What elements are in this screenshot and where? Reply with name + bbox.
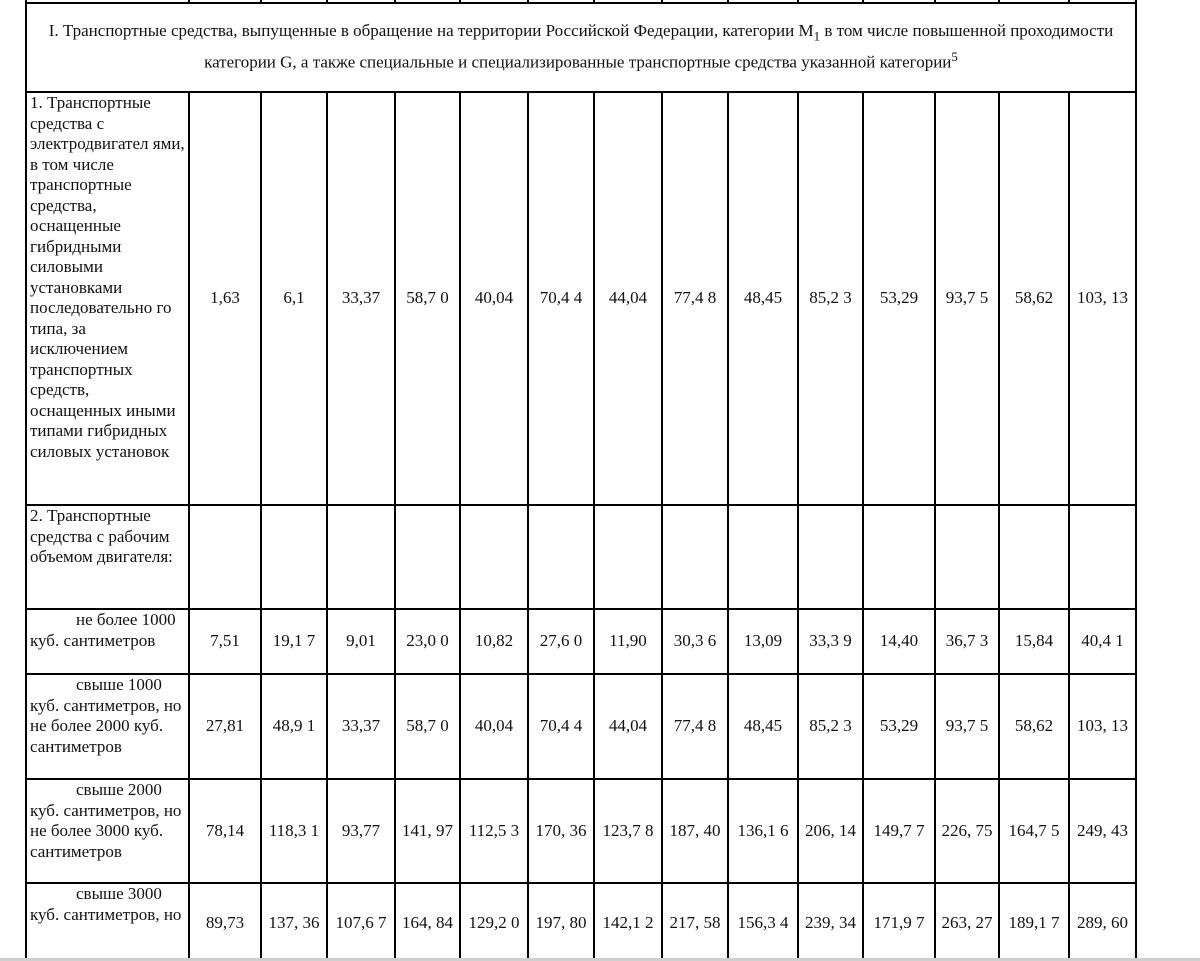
value-cell — [189, 505, 261, 609]
value-cell: 33,37 — [327, 674, 395, 779]
row-label-text: свыше 3000 куб. сантиметров, но — [30, 884, 182, 924]
value-cell — [395, 505, 460, 609]
value-cell: 156,3 4 — [728, 883, 798, 961]
value-cell: 85,2 3 — [798, 674, 863, 779]
value-cell: 58,62 — [999, 92, 1069, 505]
value-cell: 6,1 — [261, 92, 327, 505]
value-cell: 85,2 3 — [798, 92, 863, 505]
section-title-part-1: I. Транспортные средства, выпущенные в обращение на территории Российской Федерации, категории M — [48, 21, 814, 41]
value-cell: 89,73 — [189, 883, 261, 961]
row-label — [26, 609, 189, 674]
value-cell: 9,01 — [327, 609, 395, 674]
value-cell: 23,0 0 — [395, 609, 460, 674]
row-label-text: не более 1000 куб. сантиметров — [30, 610, 176, 650]
value-cell: 263, 27 — [935, 883, 999, 961]
value-cell: 112,5 3 — [460, 779, 528, 883]
section-heading-row — [26, 3, 1136, 92]
value-cell: 53,29 — [863, 674, 935, 779]
value-cell: 13,09 — [728, 609, 798, 674]
value-cell: 48,45 — [728, 674, 798, 779]
value-cell — [460, 505, 528, 609]
value-cell: 149,7 7 — [863, 779, 935, 883]
table-row — [26, 92, 1136, 505]
value-cell: 93,7 5 — [935, 674, 999, 779]
value-cell: 103, 13 — [1069, 92, 1136, 505]
value-cell: 77,4 8 — [662, 674, 728, 779]
row-label — [26, 883, 189, 961]
value-cell — [261, 505, 327, 609]
value-cell: 107,6 7 — [327, 883, 395, 961]
value-cell: 27,81 — [189, 674, 261, 779]
value-cell: 189,1 7 — [999, 883, 1069, 961]
value-cell: 1,63 — [189, 92, 261, 505]
table-row — [26, 674, 1136, 779]
value-cell — [798, 505, 863, 609]
value-cell: 7,51 — [189, 609, 261, 674]
section-heading — [26, 3, 1136, 92]
value-cell: 187, 40 — [662, 779, 728, 883]
tax-rate-table — [25, 0, 1137, 961]
value-cell: 27,6 0 — [528, 609, 594, 674]
value-cell: 53,29 — [863, 92, 935, 505]
value-cell: 170, 36 — [528, 779, 594, 883]
value-cell: 123,7 8 — [594, 779, 662, 883]
value-cell: 217, 58 — [662, 883, 728, 961]
value-cell — [327, 505, 395, 609]
value-cell: 129,2 0 — [460, 883, 528, 961]
value-cell: 10,82 — [460, 609, 528, 674]
value-cell: 226, 75 — [935, 779, 999, 883]
value-cell: 70,4 4 — [528, 674, 594, 779]
value-cell: 48,9 1 — [261, 674, 327, 779]
value-cell: 36,7 3 — [935, 609, 999, 674]
value-cell: 15,84 — [999, 609, 1069, 674]
row-label: 2. Транспортные средства с рабочим объемом двигателя: — [26, 505, 189, 609]
value-cell: 48,45 — [728, 92, 798, 505]
section-title-part-2: в том числе повышенной проходимости категории G, а также специальные и специализированные транспортные средства указанной категории — [204, 21, 1114, 73]
value-cell: 33,37 — [327, 92, 395, 505]
value-cell: 40,04 — [460, 674, 528, 779]
value-cell: 19,1 7 — [261, 609, 327, 674]
value-cell: 58,7 0 — [395, 92, 460, 505]
value-cell — [863, 505, 935, 609]
value-cell — [1069, 505, 1136, 609]
value-cell: 142,1 2 — [594, 883, 662, 961]
value-cell: 164, 84 — [395, 883, 460, 961]
row-label-text: свыше 2000 куб. сантиметров, но не более 3000 куб. сантиметров — [30, 780, 182, 861]
value-cell: 103, 13 — [1069, 674, 1136, 779]
table-row — [26, 609, 1136, 674]
value-cell: 78,14 — [189, 779, 261, 883]
footnote-mark: 5 — [951, 49, 958, 65]
value-cell: 40,04 — [460, 92, 528, 505]
row-label-text: свыше 1000 куб. сантиметров, но не более 2000 куб. сантиметров — [30, 675, 182, 756]
value-cell: 206, 14 — [798, 779, 863, 883]
value-cell: 136,1 6 — [728, 779, 798, 883]
value-cell: 58,7 0 — [395, 674, 460, 779]
row-label — [26, 674, 189, 779]
value-cell: 44,04 — [594, 674, 662, 779]
value-cell — [528, 505, 594, 609]
value-cell: 30,3 6 — [662, 609, 728, 674]
m-subscript: 1 — [813, 28, 821, 44]
table-row — [26, 505, 1136, 609]
value-cell: 11,90 — [594, 609, 662, 674]
value-cell: 70,4 4 — [528, 92, 594, 505]
value-cell: 197, 80 — [528, 883, 594, 961]
value-cell: 33,3 9 — [798, 609, 863, 674]
value-cell: 40,4 1 — [1069, 609, 1136, 674]
value-cell: 239, 34 — [798, 883, 863, 961]
table-row — [26, 779, 1136, 883]
value-cell: 164,7 5 — [999, 779, 1069, 883]
value-cell: 249, 43 — [1069, 779, 1136, 883]
row-label — [26, 779, 189, 883]
value-cell: 93,7 5 — [935, 92, 999, 505]
value-cell: 58,62 — [999, 674, 1069, 779]
value-cell: 44,04 — [594, 92, 662, 505]
value-cell: 141, 97 — [395, 779, 460, 883]
value-cell: 118,3 1 — [261, 779, 327, 883]
value-cell — [728, 505, 798, 609]
value-cell: 77,4 8 — [662, 92, 728, 505]
value-cell — [662, 505, 728, 609]
value-cell — [594, 505, 662, 609]
value-cell — [999, 505, 1069, 609]
table-row — [26, 883, 1136, 961]
value-cell: 137, 36 — [261, 883, 327, 961]
value-cell: 171,9 7 — [863, 883, 935, 961]
value-cell: 14,40 — [863, 609, 935, 674]
value-cell — [935, 505, 999, 609]
value-cell: 289, 60 — [1069, 883, 1136, 961]
value-cell: 93,77 — [327, 779, 395, 883]
row-label: 1. Транспортные средства с электродвигател ями, в том числе транспортные средства, оснащенные гибридными силовыми установками последовательно го типа, за исключением транспортных средств, оснащенных иными типами гибридных силовых установок — [26, 92, 189, 505]
